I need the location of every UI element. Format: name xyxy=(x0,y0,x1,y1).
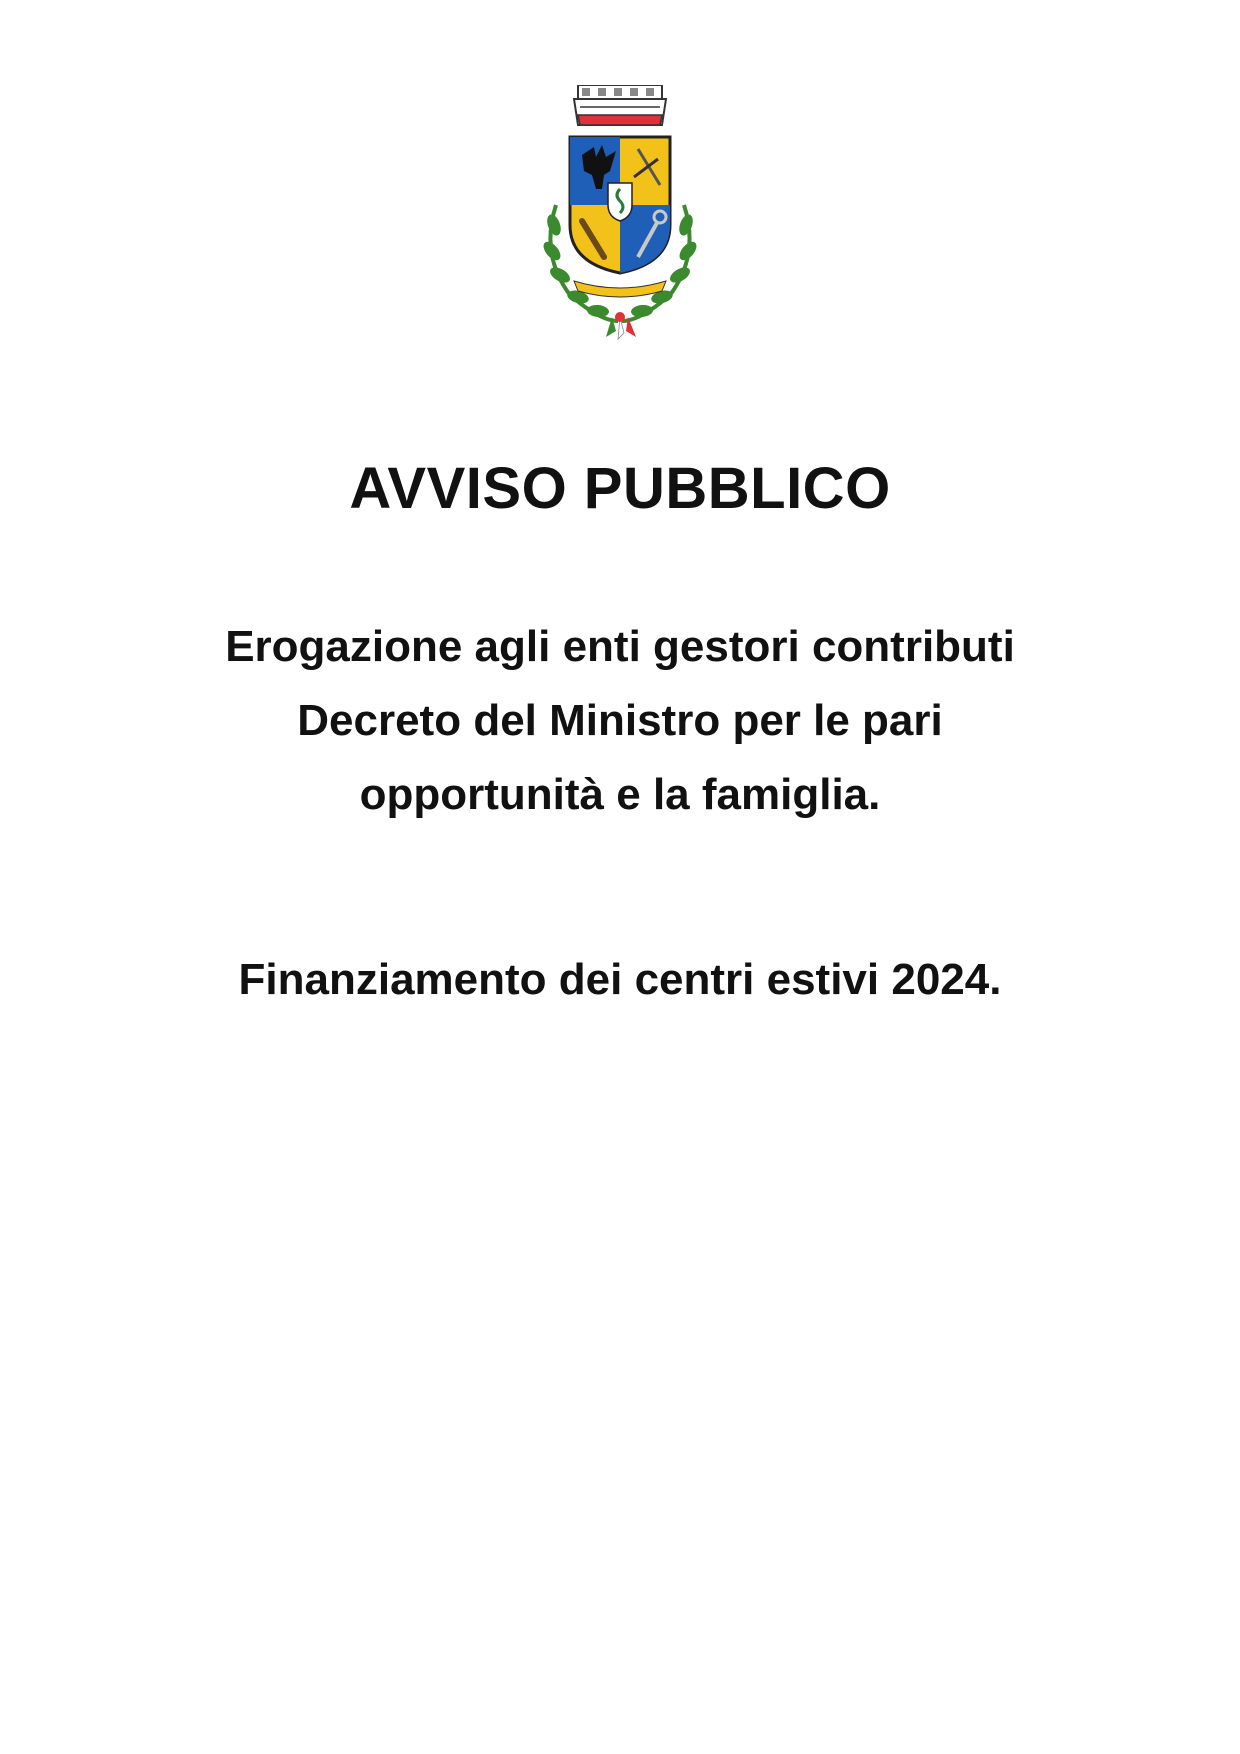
subject-line: opportunità e la famiglia. xyxy=(359,770,881,819)
funding-line: Finanziamento dei centri estivi 2024. xyxy=(238,955,1002,1004)
subject-line: Decreto del Ministro per le pari xyxy=(297,696,943,745)
subject-line: Erogazione agli enti gestori contributi xyxy=(225,622,1015,671)
shield-icon xyxy=(570,137,670,273)
crown-icon xyxy=(574,85,666,125)
page-title: AVVISO PUBBLICO xyxy=(349,456,891,521)
coat-of-arms-icon xyxy=(530,85,710,345)
notice-subject xyxy=(0,610,1240,832)
